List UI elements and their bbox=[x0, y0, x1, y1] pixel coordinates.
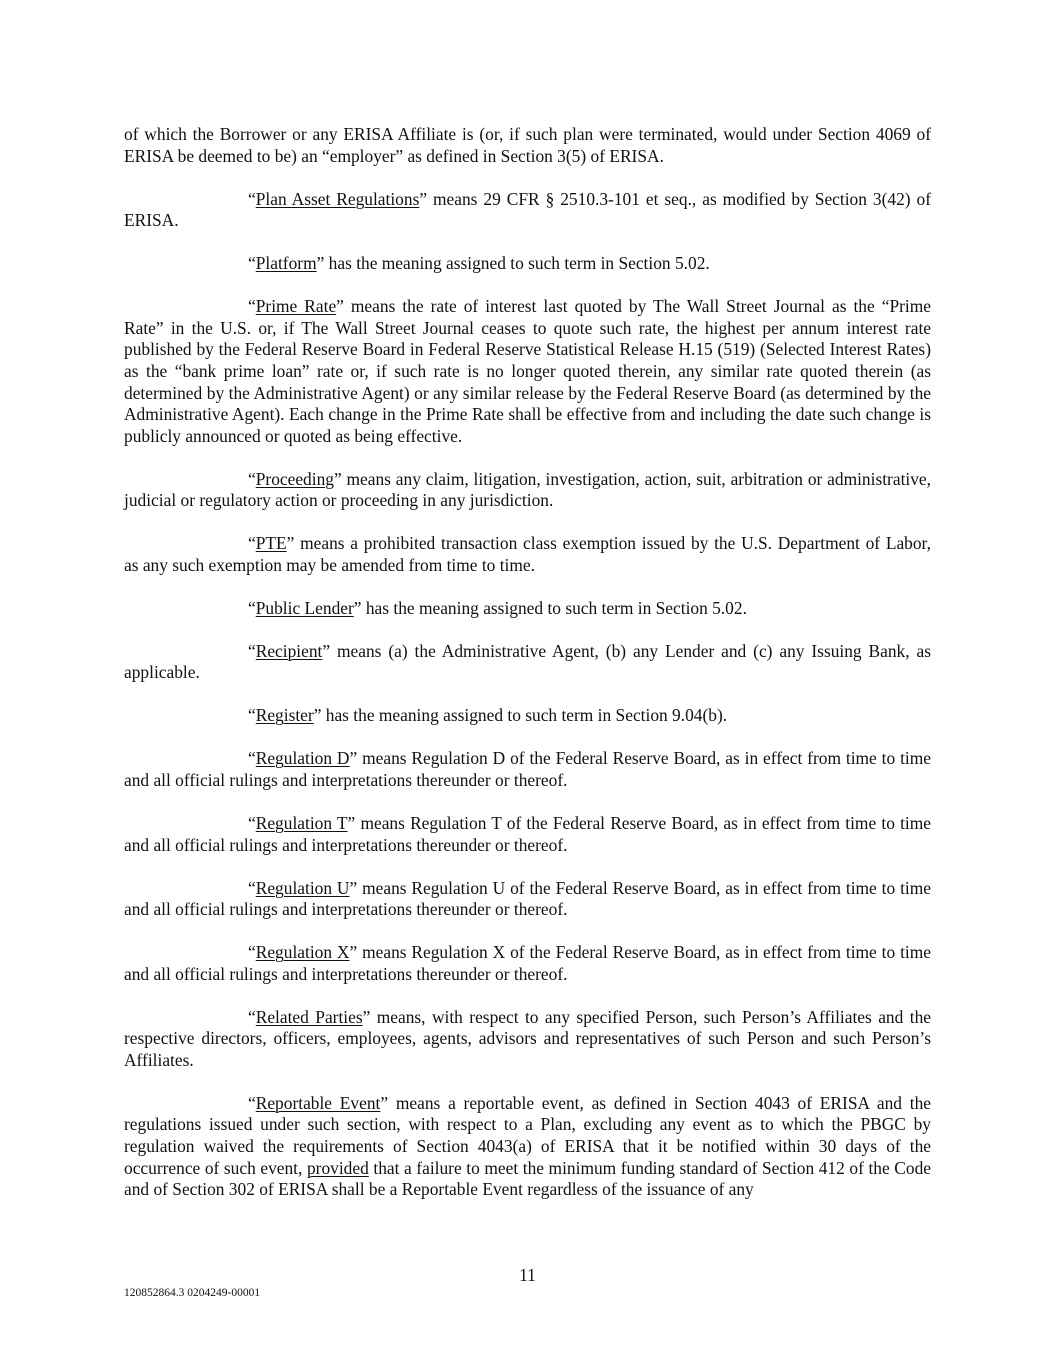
definition-text: ” has the meaning assigned to such term in Section 5.02. bbox=[353, 597, 747, 618]
proviso-emphasis: provided bbox=[306, 1157, 369, 1178]
document-page bbox=[124, 124, 931, 1222]
open-quote: “ bbox=[248, 705, 256, 726]
definition-text: ” has the meaning assigned to such term in Section 9.04(b). bbox=[313, 705, 728, 726]
definition-text: ” means a reportable event, as defined in Section 4043 of ERISA and the regulations issued under such section, with respect to a Plan, excluding any event as to which the PBGC by regulation waived the requirements of Section 4043(a) of ERISA that it be notified within 30 days of the occurrence of such event, bbox=[124, 1092, 931, 1178]
open-quote: “ bbox=[248, 877, 256, 898]
open-quote: “ bbox=[248, 1092, 256, 1113]
defined-term: Regulation D bbox=[255, 748, 350, 769]
definition-text: ” means 29 CFR § 2510.3-101 et seq., as modified by Section 3(42) of ERISA. bbox=[124, 188, 931, 231]
open-quote: “ bbox=[248, 253, 256, 274]
definition-reportable-event bbox=[124, 1093, 931, 1201]
defined-term: Prime Rate bbox=[255, 296, 337, 317]
definition-regulation-u bbox=[124, 878, 931, 921]
definition-public-lender bbox=[124, 598, 931, 620]
open-quote: “ bbox=[248, 188, 256, 209]
definition-pte bbox=[124, 533, 931, 576]
definition-text: ” has the meaning assigned to such term in Section 5.02. bbox=[316, 253, 710, 274]
definition-regulation-x bbox=[124, 942, 931, 985]
open-quote: “ bbox=[248, 748, 256, 769]
defined-term: Recipient bbox=[255, 640, 323, 661]
open-quote: “ bbox=[248, 1006, 256, 1027]
defined-term: Platform bbox=[255, 253, 317, 274]
defined-term: Reportable Event bbox=[255, 1092, 381, 1113]
definition-regulation-t bbox=[124, 813, 931, 856]
open-quote: “ bbox=[248, 468, 256, 489]
defined-term: Related Parties bbox=[255, 1006, 363, 1027]
definition-text: ” means Regulation T of the Federal Reserve Board, as in effect from time to time and all official rulings and interpretations thereunder or thereof. bbox=[124, 812, 931, 855]
open-quote: “ bbox=[248, 640, 256, 661]
definition-text: ” means a prohibited transaction class exemption issued by the U.S. Department of Labor, as any such exemption may be amended from time to time. bbox=[124, 533, 931, 575]
definition-prime-rate bbox=[124, 296, 931, 447]
defined-term: Regulation X bbox=[255, 942, 350, 963]
open-quote: “ bbox=[248, 812, 256, 833]
open-quote: “ bbox=[248, 533, 256, 554]
page-number: 11 bbox=[519, 1265, 536, 1285]
continuation-paragraph bbox=[124, 124, 931, 167]
defined-term: Regulation T bbox=[255, 812, 348, 833]
document-id: 120852864.3 0204249-00001 bbox=[124, 1287, 261, 1299]
defined-term: Regulation U bbox=[255, 877, 350, 898]
defined-term: Proceeding bbox=[255, 468, 334, 489]
definition-text: ” means any claim, litigation, investigation, action, suit, arbitration or administrative, judicial or regulatory action or proceeding in any jurisdiction. bbox=[124, 468, 931, 511]
open-quote: “ bbox=[248, 942, 256, 963]
definition-regulation-d bbox=[124, 748, 931, 791]
definition-register bbox=[124, 705, 931, 727]
defined-term: Register bbox=[255, 705, 314, 726]
defined-term: PTE bbox=[255, 533, 287, 554]
definition-text: ” means (a) the Administrative Agent, (b) any Lender and (c) any Issuing Bank, as applicable. bbox=[124, 640, 931, 683]
definition-text-continued: that a failure to meet the minimum funding standard of Section 412 of the Code and of Section 302 of ERISA shall be a Reportable Event regardless of the issuance of any bbox=[124, 1157, 931, 1200]
definition-text: ” means Regulation D of the Federal Reserve Board, as in effect from time to time and all official rulings and interpretations thereunder or thereof. bbox=[124, 748, 931, 790]
definition-text: ” means Regulation X of the Federal Reserve Board, as in effect from time to time and all official rulings and interpretations thereunder or thereof. bbox=[124, 942, 931, 984]
definition-text: ” means, with respect to any specified Person, such Person’s Affiliates and the respective directors, officers, employees, agents, advisors and representatives of such Person and such Person’s Affiliates. bbox=[124, 1006, 931, 1070]
definition-related-parties bbox=[124, 1007, 931, 1072]
open-quote: “ bbox=[248, 296, 256, 317]
definition-platform bbox=[124, 253, 931, 275]
open-quote: “ bbox=[248, 597, 256, 618]
definition-text: ” means the rate of interest last quoted by The Wall Street Journal as the “Prime Rate” in the U.S. or, if The Wall Street Journal ceases to quote such rate, the highest per annum interest rate published by the Federal Reserve Board in Federal Reserve Statistical Release H.15 (519) (Selected Interest Rates) as the “bank prime loan” rate or, if such rate is no longer quoted therein, any similar rate quoted therein (as determined by the Administrative Agent) or any similar release by the Federal Reserve Board (as determined by the Administrative Agent). Each change in the Prime Rate shall be effective from and including the date such change is publicly announced or quoted as being effective. bbox=[124, 296, 931, 446]
defined-term: Plan Asset Regulations bbox=[255, 188, 420, 209]
definition-plan-asset-regulations bbox=[124, 189, 931, 232]
definition-proceeding bbox=[124, 469, 931, 512]
definition-recipient bbox=[124, 641, 931, 684]
defined-term: Public Lender bbox=[255, 597, 354, 618]
continuation-text: of which the Borrower or any ERISA Affiliate is (or, if such plan were terminated, would under Section 4069 of ERISA be deemed to be) an “employer” as defined in Section 3(5) of ERISA. bbox=[124, 124, 931, 166]
definition-text: ” means Regulation U of the Federal Reserve Board, as in effect from time to time and all official rulings and interpretations thereunder or thereof. bbox=[124, 877, 931, 920]
